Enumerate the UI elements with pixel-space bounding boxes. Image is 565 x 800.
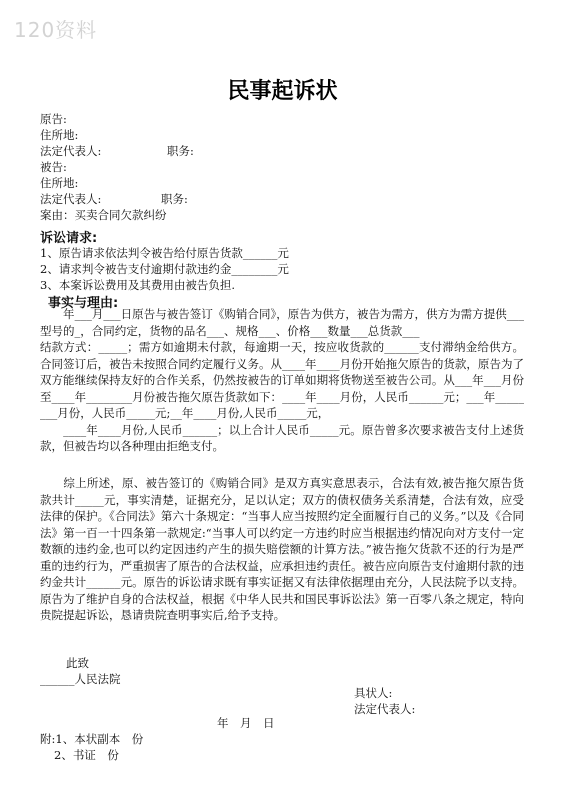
greeting-line: 此致 [66,656,89,670]
plaintiff-line: 原告: [40,112,67,126]
claim-item-2: 2、请求判令被告支付逾期付款违约金________元 [40,262,289,276]
signer-line: 具状人: [354,686,393,700]
watermark-logo: 120资料 [14,18,98,42]
defendant-line: 被告: [40,160,67,174]
plaintiff-address-line: 住所地: [40,128,79,142]
claim-item-1: 1、原告请求依法判令被告给付原告货款______元 [40,246,289,260]
case-cause-line: 案由：买卖合同欠款纠纷 [40,208,167,222]
date-line: 年 月 日 [217,716,275,730]
claim-item-3: 3、本案诉讼费用及其费用由被告负担. [40,278,235,292]
signer-rep-line: 法定代表人: [354,702,416,716]
plaintiff-rep-line: 法定代表人: [40,144,102,158]
facts-paragraph-2: 综上所述，原、被告签订的《购销合同》是双方真实意思表示，合法有效,被告拖欠原告货款共计_____元，事实清楚，证据充分，足以认定；双方的债权债务关系清楚，合法有效，应受法律的保护。《合同法》第六十条规定：“当事人应当按照约定全面履行自己的义务。”以及《合同法》第一百一十四条第一款规定:“当事人可以约定一方违约时应当根据违约情况向对方支付一定数额的违约金,也可以约定因违约产生的损失赔偿额的计算方法。”被告拖欠货款不还的行为是严重的违约行为，严重损害了原告的合法权益，应承担违约责任。被告应向原告支付逾期付款的违约金共计______元。原告的诉讼请求既有事实证据又有法律依据理由充分，人民法院予以支持。原告为了维护自身的合法权益，根据《中华人民共和国民事诉讼法》第一百零八条之规定，特向贵院提起诉讼，恳请贵院查明事实后,给予支持。 [40,476,524,622]
defendant-address-line: 住所地: [40,176,79,190]
defendant-rep-position: 职务: [161,192,188,206]
plaintiff-rep-position: 职务: [167,144,194,158]
attachment-line-1: 附:1、本状副本 份 [40,732,144,746]
court-line: ______人民法院 [40,672,121,686]
facts-paragraph-1: 年___月___日原告与被告签订《购销合同》，原告为供方，被告为需方，供方为需方提供___型号的_，合同约定，货物的品名___、规格___、价格___数量___总货款___ 结款方式：_____；需方如逾期未付款，每逾期一天，按应收货款的______支付滞纳金给供方。合同签订后，被告未按照合同约定履行义务。从____年____月份开始拖欠原告的货款，原告为了双方能继续保持友好的合作关系，仍然按被告的订单如期将货物送至被告公司。从___年___月份至____年________月份被告拖欠原告货款如下：____年____月份，人民币______元；___年________月份，人民币_____元;__年____月份,人民币_____元， ____年____月份,人民币______；以上合计人民币_____元。原告曾多次要求被告支付上述货款，但被告均以各种理由拒绝支付。 [40,307,524,453]
attachment-line-2: 2、书证 份 [54,748,119,762]
facts-heading: 事实与理由: [48,296,119,311]
defendant-rep-line: 法定代表人: [40,192,102,206]
document-title: 民事起诉状 [227,79,338,104]
claims-heading: 诉讼请求: [40,231,98,246]
